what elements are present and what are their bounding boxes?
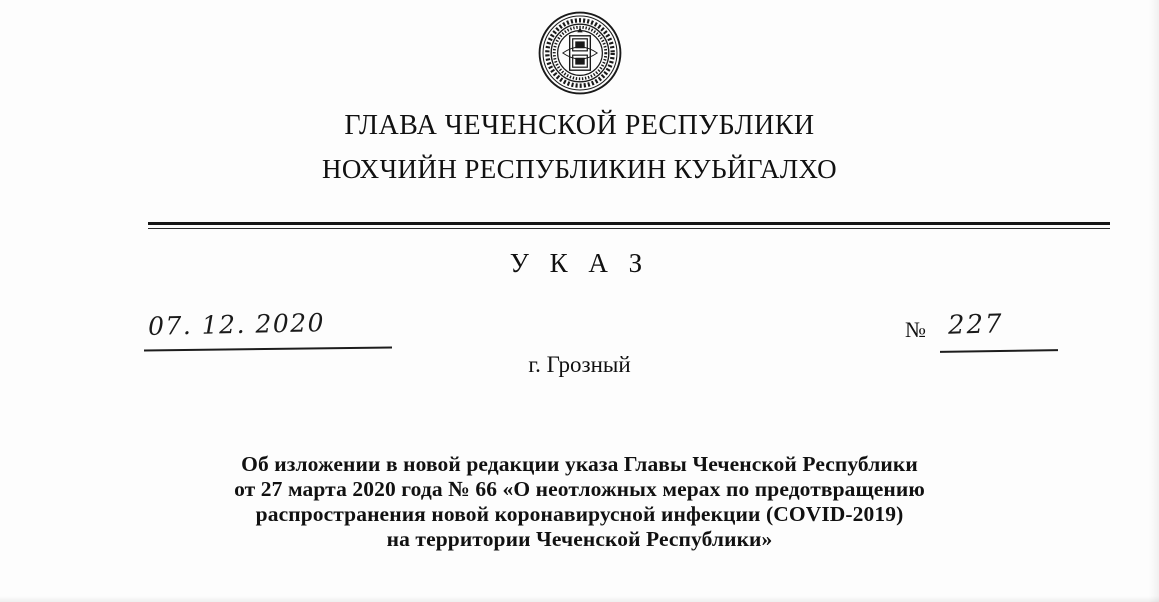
document-type-title: У К А З [509,248,650,278]
document-header [0,108,1159,187]
header-line-chechen: НОХЧИЙН РЕСПУБЛИКИН КУЬЙГАЛХО [321,154,837,184]
subject-line-2: от 27 марта 2020 года № 66 «О неотложных мерах по предотвращению [234,477,925,502]
scan-edge-right [1149,0,1159,602]
emblem-container [0,10,1159,96]
number-label: № [905,317,926,342]
document-subject [0,452,1159,553]
divider-thick-line [148,222,1110,225]
header-line-russian: ГЛАВА ЧЕЧЕНСКОЙ РЕСПУБЛИКИ [344,110,815,141]
document-date-handwritten: 07. 12. 2020 [147,308,326,341]
subject-line-4: на территории Чеченской Республики» [386,527,773,552]
date-underline [144,346,392,351]
subject-line-3: распространения новой коронавирусной инфекции (COVID-2019) [255,502,904,527]
header-divider [148,222,1110,229]
subject-line-1: Об изложении в новой редакции указа Главы Чеченской Республики [241,452,918,476]
document-number-handwritten: 227 [947,309,1005,341]
chechen-republic-coat-of-arms-icon [537,10,623,96]
document-city: г. Грозный [528,352,631,377]
scan-edge-bottom [0,596,1159,602]
divider-thin-line [148,228,1110,229]
